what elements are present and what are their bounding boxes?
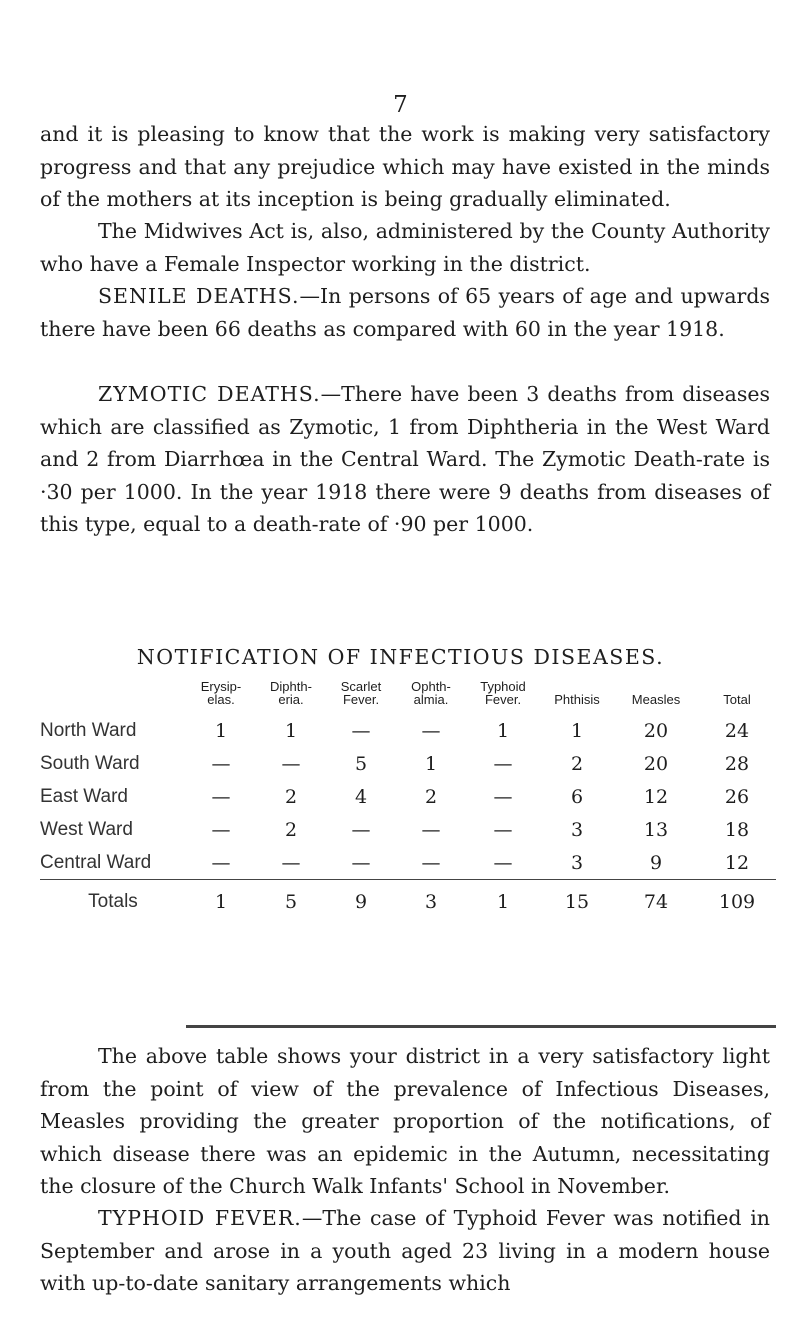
paragraph-zymotic-deaths	[40, 378, 770, 541]
table-cell: 1	[496, 719, 510, 742]
table-cell: —	[421, 818, 441, 841]
table-cell: —	[493, 752, 513, 775]
paragraph-typhoid-fever	[40, 1202, 770, 1300]
table-cell: 1	[214, 719, 228, 742]
ward-label: East Ward	[40, 785, 128, 807]
zymotic-deaths-text: —There have been 3 deaths from diseases which are classified as Zymotic, 1 from Diphtheria in the West Ward and 2 from Diarrhœa in the Central Ward. The Zymotic Death-rate is ·30 per 1000. In the year 1918 there were 9 deaths from diseases of this type, equal to a death-rate of ·90 per 1000.	[40, 382, 771, 536]
totals-label: Totals	[40, 880, 186, 925]
table-row	[40, 714, 776, 747]
table-cell: —	[493, 785, 513, 808]
header-scarlet-fever: Scarlet Fever.	[340, 679, 382, 707]
header-phthisis: Phthisis	[554, 692, 600, 707]
zymotic-deaths-heading: ZYMOTIC DEATHS.	[98, 382, 321, 406]
totals-cell: 1	[466, 880, 540, 925]
table-cell: 28	[724, 752, 750, 775]
table-cell: 9	[649, 851, 663, 874]
paragraph-midwives-act: The Midwives Act is, also, administered by the County Authority who have a Female Inspector working in the district.	[40, 219, 770, 276]
table-cell: 12	[724, 851, 750, 874]
table-cell: 1	[424, 752, 438, 775]
table-cell: —	[211, 785, 231, 808]
header-ward	[40, 680, 186, 714]
table-cell: 6	[570, 785, 584, 808]
paragraph-welfare: and it is pleasing to know that the work is making very satisfactory progress and that any prejudice which may have existed in the minds of the mothers at its inception is being gradually eliminated.	[40, 122, 770, 211]
totals-row	[40, 880, 776, 925]
table-cell: 18	[724, 818, 750, 841]
table-cell: —	[351, 719, 371, 742]
table-row	[40, 780, 776, 813]
table-cell: 3	[570, 818, 584, 841]
table-cell: —	[421, 719, 441, 742]
table-cell: 26	[724, 785, 750, 808]
typhoid-fever-text: —The case of Typhoid Fever was notified in September and arose in a youth aged 23 living in a modern house with up-to-date sanitary arrangements which	[40, 1206, 770, 1295]
senile-deaths-heading: SENILE DEATHS.	[98, 284, 300, 308]
senile-deaths-text: —In persons of 65 years of age and upwards there have been 66 deaths as compared with 60 in the year 1918.	[40, 284, 770, 341]
ward-label: South Ward	[40, 752, 140, 774]
table-cell: 5	[354, 752, 368, 775]
header-diphtheria: Diphth- eria.	[270, 679, 312, 707]
table-cell: 20	[643, 719, 669, 742]
table-cell: —	[351, 851, 371, 874]
table-cell: 24	[724, 719, 750, 742]
header-total: Total	[723, 692, 751, 707]
typhoid-fever-heading: TYPHOID FEVER.	[98, 1206, 302, 1230]
paragraph-table-summary: The above table shows your district in a very satisfactory light from the point of view of the prevalence of Infectious Diseases, Measles providing the greater proportion of the notifications, of which disease there was an epidemic in the Autumn, necessitating the closure of the Church Walk Infants' School in November.	[40, 1044, 770, 1198]
totals-cell: 15	[540, 880, 614, 925]
table-cell: —	[281, 752, 301, 775]
header-typhoid-fever: Typhoid Fever.	[480, 679, 526, 707]
table-row	[40, 747, 776, 780]
paragraph-senile-deaths	[40, 280, 770, 345]
totals-cell: 5	[256, 880, 326, 925]
table-bottom-rule	[186, 1025, 776, 1028]
totals-cell: 74	[614, 880, 698, 925]
table-row	[40, 813, 776, 846]
totals-cell: 109	[698, 880, 776, 925]
table-cell: 2	[570, 752, 584, 775]
ward-label: Central Ward	[40, 851, 152, 873]
table-cell: —	[211, 851, 231, 874]
header-measles: Measles	[631, 692, 681, 707]
table-cell: 12	[643, 785, 669, 808]
table-cell: —	[493, 851, 513, 874]
table-cell: 1	[284, 719, 298, 742]
table-header-row	[40, 680, 776, 714]
totals-cell: 1	[186, 880, 256, 925]
header-erysipelas: Erysip- elas.	[200, 679, 242, 707]
table-cell: 1	[570, 719, 584, 742]
totals-cell: 3	[396, 880, 466, 925]
table-cell: 2	[284, 818, 298, 841]
table-cell: 2	[284, 785, 298, 808]
page-number: 7	[393, 92, 408, 118]
table-cell: —	[351, 818, 371, 841]
table-cell: —	[211, 818, 231, 841]
table-cell: 20	[643, 752, 669, 775]
ward-label: West Ward	[40, 818, 133, 840]
notification-table	[40, 680, 776, 924]
table-cell: 2	[424, 785, 438, 808]
table-cell: 4	[354, 785, 368, 808]
table-cell: —	[421, 851, 441, 874]
header-ophthalmia: Ophth- almia.	[411, 679, 451, 707]
table-cell: —	[281, 851, 301, 874]
table-cell: 3	[570, 851, 584, 874]
table-title: NOTIFICATION OF INFECTIOUS DISEASES.	[136, 645, 665, 669]
totals-cell: 9	[326, 880, 396, 925]
table-cell: 13	[643, 818, 669, 841]
ward-label: North Ward	[40, 719, 137, 741]
table-cell: —	[493, 818, 513, 841]
table-cell: —	[211, 752, 231, 775]
table-row	[40, 846, 776, 880]
